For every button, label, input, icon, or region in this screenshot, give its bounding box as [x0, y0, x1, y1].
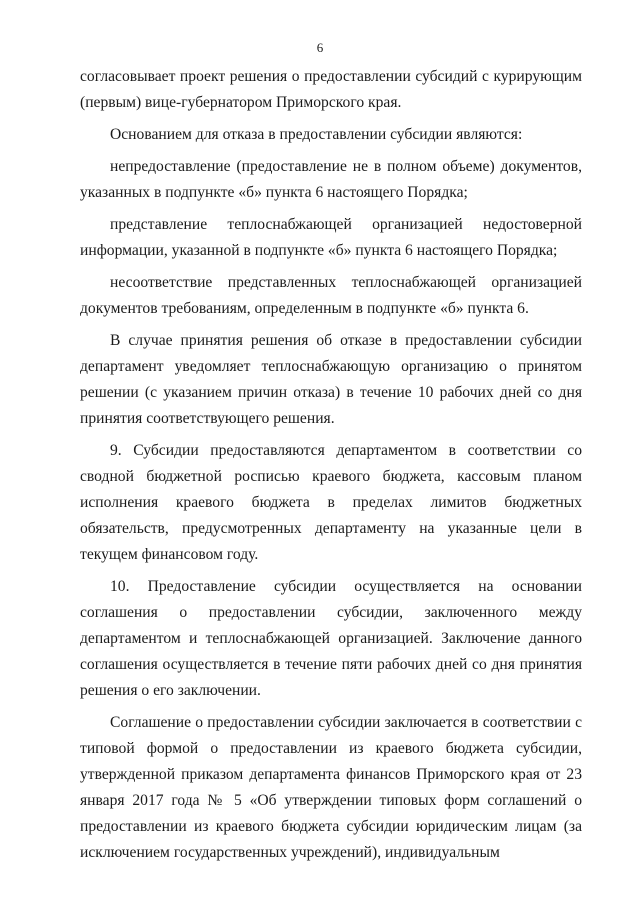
paragraph-agreement-form: Соглашение о предоставлении субсидии заключается в соответствии с типовой формой о предоставлении из краевого бюджета субсидии, утвержденной приказом департамента финансов Приморского края от 23 января 2017 года № 5 «Об утверждении типовых форм соглашений о предоставлении из краевого бюджета субсидии юридическим лицам (за исключением государственных учреждений), индивидуальным [80, 714, 582, 861]
paragraph-refusal-ground-2: представление теплоснабжающей организацией недостоверной информации, указанной в подпункте «б» пункта 6 настоящего Порядка; [80, 216, 582, 259]
paragraph-refusal-ground-3: несоответствие представленных теплоснабжающей организацией документов требованиям, определенным в подпункте «б» пункта 6. [80, 274, 582, 317]
paragraph-refusal-ground-1: непредоставление (предоставление не в полном объеме) документов, указанных в подпункте «б» пункта 6 настоящего Порядка; [80, 158, 582, 201]
paragraph-continuation: согласовывает проект решения о предоставлении субсидий с курирующим (первым) вице-губернатором Приморского края. [80, 68, 582, 111]
paragraph-item-9: 9. Субсидии предоставляются департаментом в соответствии со сводной бюджетной росписью краевого бюджета, кассовым планом исполнения краевого бюджета в пределах лимитов бюджетных обязательств, предусмотренных департаменту на указанные цели в текущем финансовом году. [80, 442, 582, 563]
page-number: 6 [316, 40, 324, 55]
paragraph-item-10: 10. Предоставление субсидии осуществляется на основании соглашения о предоставлении субсидии, заключенного между департаментом и теплоснабжающей организацией. Заключение данного соглашения осуществляется в течение пяти рабочих дней со дня принятия решения о его заключении. [80, 578, 582, 699]
paragraph-refusal-notification: В случае принятия решения об отказе в предоставлении субсидии департамент уведомляет теплоснабжающую организацию о принятом решении (с указанием причин отказа) в течение 10 рабочих дней со дня принятия соответствующего решения. [80, 332, 582, 427]
paragraph-refusal-grounds-intro: Основанием для отказа в предоставлении субсидии являются: [110, 126, 523, 143]
document-body [80, 64, 582, 866]
